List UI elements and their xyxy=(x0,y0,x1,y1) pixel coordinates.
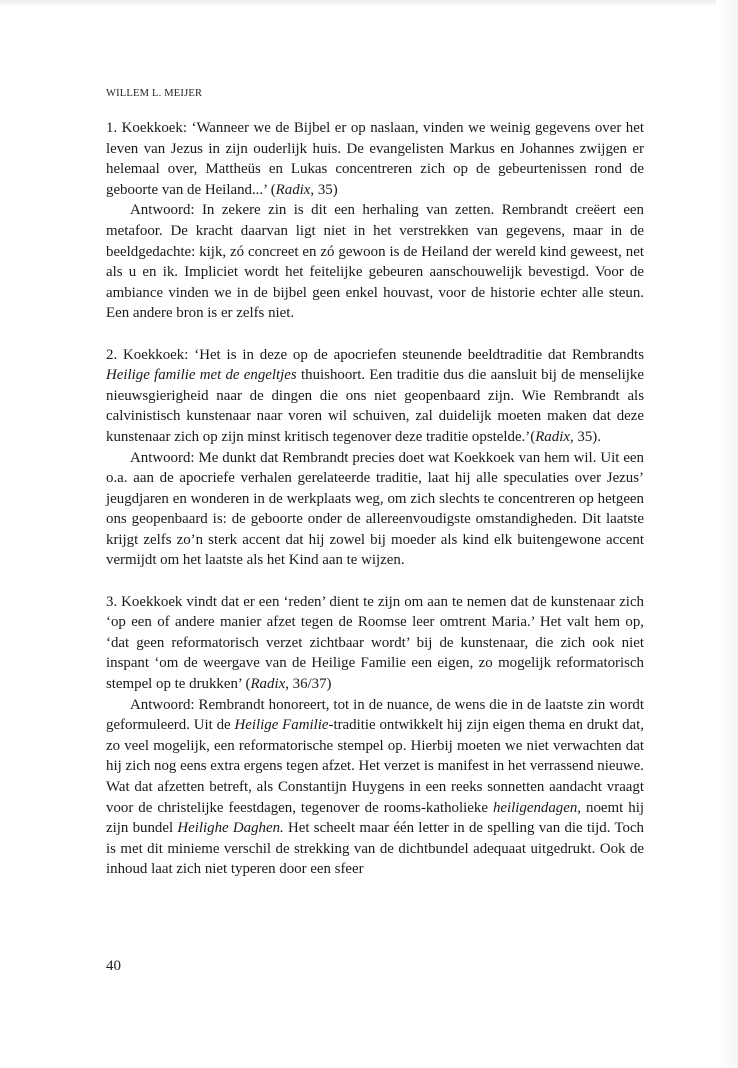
paragraph-3: 2. Koekkoek: ‘Het is in deze op de apocriefen steunende beeldtraditie dat Rembrandts Heilige familie met de engeltjes thuishoort. Een traditie dus die aansluit bij de menselijke nieuwsgierigheid naar de dingen die ons niet geopenbaard zijn. Wie Rembrandt als calvinistisch kunstenaar naar voren wil schuiven, zal duidelijk moeten maken dat deze kunstenaar zich op zijn minst kritisch tegenover deze traditie opstelde.’(Radix, 35). xyxy=(106,346,644,445)
body-text xyxy=(106,118,644,880)
paragraph-5: 3. Koekkoek vindt dat er een ‘reden’ dient te zijn om aan te nemen dat de kunstenaar zich ‘op een of andere manier afzet tegen de Roomse leer omtrent Maria.’ Het valt hem op, ‘dat geen reformatorisch verzet zichtbaar wordt’ bij de kunstenaar, die zich ook niet inspant ‘om de weergave van de Heilige Familie een eigen, zo mogelijk reformatorisch stempel op te drukken’ (Radix, 36/37) xyxy=(106,593,644,693)
scan-edge-top xyxy=(0,0,738,6)
page-number: 40 xyxy=(106,958,121,974)
paragraph-6: Antwoord: Rembrandt honoreert, tot in de nuance, de wens die in de laatste zin wordt geformuleerd. Uit de Heilige Familie-traditie ontwikkelt hij zijn eigen thema en drukt dat, zo veel mogelijk, een reformatorische stempel op. Hierbij moeten we niet verwachten dat hij zich nog eens extra ergens tegen afzet. Het verzet is manifest in het verrassend nieuwe. Wat dat afzetten betreft, als Constantijn Huygens in een reeks sonnetten aandacht vraagt voor de christelijke feestdagen, tegenover de rooms-katholieke heiligendagen, noemt hij zijn bundel Heilighe Daghen. Het scheelt maar één letter in de spelling van die tijd. Toch is met dit minieme verschil de strekking van de dichtbundel adequaat uitgedrukt. Ook de inhoud laat zich niet typeren door een sfeer xyxy=(106,696,645,878)
paragraph-4: Antwoord: Me dunkt dat Rembrandt precies doet wat Koekkoek van hem wil. Uit een o.a. aan de apocriefe verhalen gerelateerde traditie, laat hij alle speculaties over Jezus’ jeugdjaren en wonderen in de werkplaats weg, om zich slechts te concentreren op hetgeen ons geopenbaard is: de geboorte onder de allereenvoudigste omstandigheden. Dit laatste krijgt zelfs zo’n sterk accent dat hij zowel bij moeder als kind elk buitengewone accent vermijdt om het laatste als het Kind aan te wijzen. xyxy=(106,449,644,569)
running-head: WILLEM L. MEIJER xyxy=(106,88,203,99)
paragraph-1: 1. Koekkoek: ‘Wanneer we de Bijbel er op naslaan, vinden we weinig gegevens over het leven van Jezus in zijn ouderlijk huis. De evangelisten Markus en Johannes zwijgen er helemaal over, Mattheüs en Lukas concentreren zich op de gebeurtenissen rond de geboorte van de Heiland...’ (Radix, 35) xyxy=(106,120,644,198)
scan-edge-right xyxy=(716,0,738,1068)
paragraph-2: Antwoord: In zekere zin is dit een herhaling van zetten. Rembrandt creëert een metafoor. De kracht daarvan ligt niet in het verstrekken van gegevens, maar in de beeldgedachte: kijk, zó concreet en zó gewoon is de Heiland der wereld kind geweest, net als u en ik. Impliciet wordt het feitelijke gebeuren aanschouwelijk bevestigd. Voor de ambiance vinden we in de bijbel geen enkel houvast, voor de historie echter alle steun. Een andere bron is er zelfs niet. xyxy=(106,202,644,322)
